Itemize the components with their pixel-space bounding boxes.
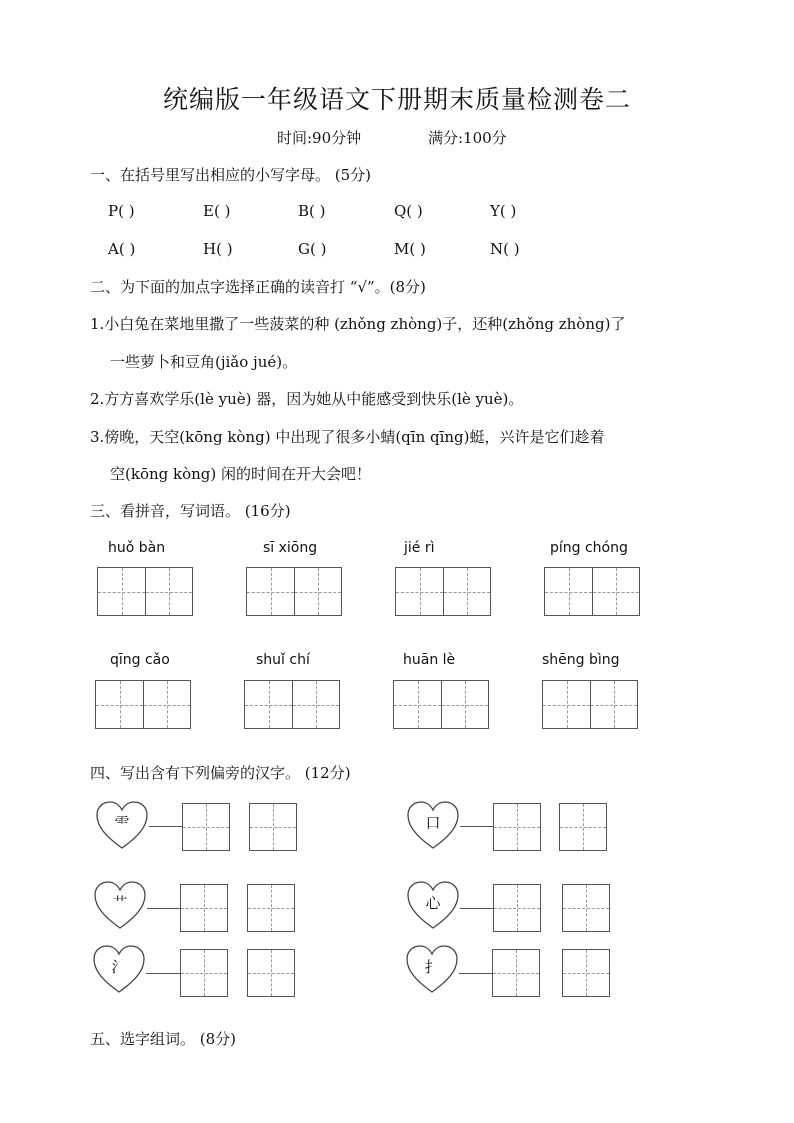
heart-radical xyxy=(405,944,459,996)
letter-blank: P( ) xyxy=(108,202,135,220)
connector-line xyxy=(149,826,183,827)
writing-box[interactable] xyxy=(562,949,610,997)
writing-box[interactable] xyxy=(493,803,541,851)
radical-label: 扌 xyxy=(424,958,440,976)
letter-blank: M( ) xyxy=(394,240,426,258)
section-5-heading: 五、选字组词。 (8分) xyxy=(90,1030,237,1048)
section-4-heading: 四、写出含有下列偏旁的汉字。 (12分) xyxy=(90,764,351,782)
pinyin-label: huǒ bàn xyxy=(108,540,166,556)
writing-box[interactable] xyxy=(492,949,540,997)
pinyin-label: píng chóng xyxy=(550,540,628,556)
question-line: 2.方方喜欢学乐(lè yuè) 器，因为她从中能感受到快乐(lè yuè)。 xyxy=(90,390,524,408)
radical-label: 艹 xyxy=(112,894,128,912)
radical-label: 口 xyxy=(425,814,441,832)
heart-radical xyxy=(406,800,460,852)
writing-grid[interactable] xyxy=(395,567,491,616)
letter-blank: Q( ) xyxy=(394,202,423,220)
writing-box[interactable] xyxy=(493,884,541,932)
question-line: 1.小白兔在菜地里撒了一些菠菜的种 (zhǒng zhòng)子，还种(zhǒng zhòng)了 xyxy=(90,315,626,333)
heart-radical xyxy=(93,880,147,932)
writing-grid[interactable] xyxy=(544,567,640,616)
radical-label: ⻗ xyxy=(114,814,130,832)
pinyin-label: huān lè xyxy=(403,652,456,668)
writing-grid[interactable] xyxy=(244,680,340,729)
letter-blank: G( ) xyxy=(298,240,327,258)
letter-blank: B( ) xyxy=(298,202,326,220)
writing-grid[interactable] xyxy=(95,680,191,729)
writing-grid[interactable] xyxy=(97,567,193,616)
letter-blank: N( ) xyxy=(490,240,520,258)
pinyin-label: qīng cǎo xyxy=(110,652,170,668)
connector-line xyxy=(147,908,181,909)
writing-box[interactable] xyxy=(249,803,297,851)
radical-label: 心 xyxy=(425,894,441,912)
writing-box[interactable] xyxy=(247,884,295,932)
pinyin-label: jié rì xyxy=(404,540,435,556)
exam-time: 时间:90分钟 xyxy=(277,129,362,147)
heart-radical xyxy=(92,944,146,996)
exam-score: 满分:100分 xyxy=(428,129,507,147)
writing-box[interactable] xyxy=(180,949,228,997)
connector-line xyxy=(460,908,494,909)
writing-box[interactable] xyxy=(182,803,230,851)
writing-box[interactable] xyxy=(180,884,228,932)
heart-radical xyxy=(95,800,149,852)
page-title: 统编版一年级语文下册期末质量检测卷二 xyxy=(162,85,631,114)
question-line: 一些萝卜和豆角(jiǎo jué)。 xyxy=(110,353,298,371)
writing-box[interactable] xyxy=(559,803,607,851)
writing-grid[interactable] xyxy=(246,567,342,616)
heart-radical xyxy=(406,880,460,932)
pinyin-label: shēng bìng xyxy=(542,652,620,668)
section-1-heading: 一、在括号里写出相应的小写字母。 (5分) xyxy=(90,166,372,184)
letter-blank: E( ) xyxy=(203,202,231,220)
letter-blank: A( ) xyxy=(108,240,136,258)
writing-grid[interactable] xyxy=(542,680,638,729)
section-2-heading: 二、为下面的加点字选择正确的读音打 “√”。(8分) xyxy=(90,278,426,296)
question-line: 空(kōng kòng) 闲的时间在开大会吧！ xyxy=(110,465,372,483)
connector-line xyxy=(460,826,494,827)
letter-blank: Y( ) xyxy=(490,202,517,220)
pinyin-label: sī xiōng xyxy=(263,540,318,556)
section-3-heading: 三、看拼音，写词语。 (16分) xyxy=(90,502,291,520)
letter-blank: H( ) xyxy=(203,240,233,258)
pinyin-label: shuǐ chí xyxy=(256,652,310,668)
radical-label: 氵 xyxy=(111,958,127,976)
writing-box[interactable] xyxy=(562,884,610,932)
question-line: 3.傍晚，天空(kōng kòng) 中出现了很多小蜻(qīn qīng)蜓，兴许是它们趁着 xyxy=(90,428,605,446)
connector-line xyxy=(146,973,180,974)
writing-grid[interactable] xyxy=(393,680,489,729)
connector-line xyxy=(459,973,493,974)
writing-box[interactable] xyxy=(247,949,295,997)
